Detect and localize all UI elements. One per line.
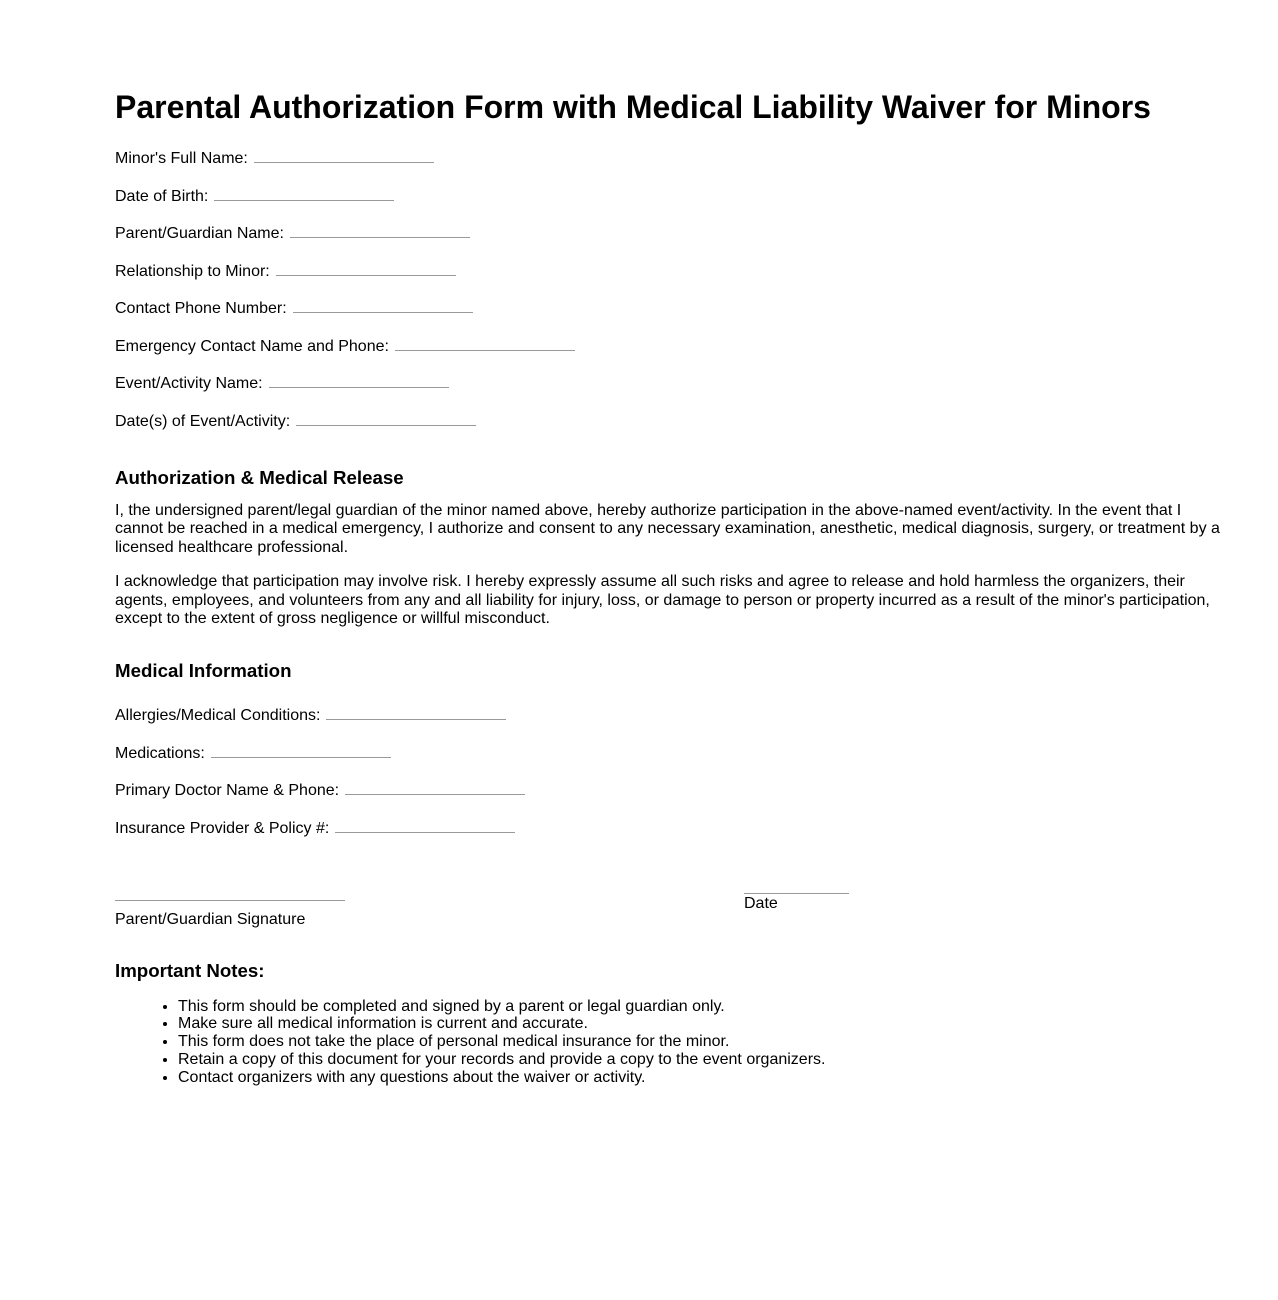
form-field-row	[115, 148, 1221, 169]
blank-line	[335, 818, 515, 833]
signature-blank-line	[115, 900, 345, 901]
field-label: Date(s) of Event/Activity:	[115, 412, 291, 430]
form-field-row	[115, 743, 1221, 764]
form-field-row	[115, 373, 1221, 394]
form-field-row	[115, 336, 1221, 357]
blank-line	[211, 743, 391, 758]
note-item: • This form should be completed and signed by a parent or legal guardian only.	[178, 998, 1221, 1016]
authorization-section-heading: Authorization & Medical Release	[115, 467, 404, 488]
blank-line	[276, 261, 456, 276]
note-item: • Contact organizers with any questions about the waiver or activity.	[178, 1069, 1221, 1087]
field-label: Allergies/Medical Conditions:	[115, 707, 321, 724]
field-label: Primary Doctor Name & Phone:	[115, 782, 340, 799]
blank-line	[214, 186, 394, 201]
blank-line	[296, 411, 476, 426]
signature-row	[115, 855, 1221, 960]
note-item: • This form does not take the place of personal medical insurance for the minor.	[178, 1033, 1221, 1051]
field-label: Medications:	[115, 744, 205, 762]
field-label: Contact Phone Number:	[115, 300, 287, 317]
form-field-row	[115, 780, 1221, 801]
blank-line	[293, 298, 473, 313]
page-title: Parental Authorization Form with Medical Liability Waiver for Minors	[115, 89, 1151, 125]
note-item: • Make sure all medical information is current and accurate.	[178, 1015, 1221, 1033]
form-field-row	[115, 818, 1221, 839]
signature-label: Parent/Guardian Signature	[115, 911, 306, 928]
blank-line	[345, 780, 525, 795]
medical-fields-section	[115, 705, 1221, 838]
note-item: • Retain a copy of this document for your records and provide a copy to the event organizers.	[178, 1051, 1221, 1069]
form-field-row	[115, 223, 1221, 244]
form-field-row	[115, 186, 1221, 207]
notes-list	[115, 998, 1221, 1087]
field-label: Relationship to Minor:	[115, 262, 270, 280]
form-field-row	[115, 298, 1221, 319]
form-field-row	[115, 261, 1221, 282]
intake-fields-section	[115, 148, 1221, 431]
notes-section-heading: Important Notes:	[115, 960, 265, 981]
blank-line	[326, 705, 506, 720]
date-blank-line	[744, 893, 849, 894]
form-field-row	[115, 705, 1221, 726]
blank-line	[290, 223, 470, 238]
authorization-paragraph: I, the undersigned parent/legal guardian of the minor named above, hereby authorize participation in the above-named event/activity. In the event that I cannot be reached in a medical emergency, I authorize and consent to any necessary examination, anesthetic, medical diagnosis, surgery, or treatment by a licensed healthcare professional.	[115, 501, 1220, 556]
blank-line	[254, 148, 434, 163]
date-label: Date	[744, 895, 778, 912]
authorization-paragraphs	[115, 502, 1221, 629]
field-label: Minor's Full Name:	[115, 150, 248, 167]
authorization-paragraph: I acknowledge that participation may involve risk. I hereby expressly assume all such risks and agree to release and hold harmless the organizers, their agents, employees, and volunteers from any and all liability for injury, loss, or damage to person or property incurred as a result of the minor's participation, except to the extent of gross negligence or willful misconduct.	[115, 573, 1210, 627]
medical-section-heading: Medical Information	[115, 659, 292, 681]
blank-line	[269, 373, 449, 388]
field-label: Event/Activity Name:	[115, 375, 263, 392]
field-label: Emergency Contact Name and Phone:	[115, 337, 389, 355]
form-field-row	[115, 411, 1221, 432]
blank-line	[395, 336, 575, 351]
field-label: Insurance Provider & Policy #:	[115, 819, 330, 837]
field-label: Date of Birth:	[115, 187, 209, 205]
field-label: Parent/Guardian Name:	[115, 225, 284, 242]
